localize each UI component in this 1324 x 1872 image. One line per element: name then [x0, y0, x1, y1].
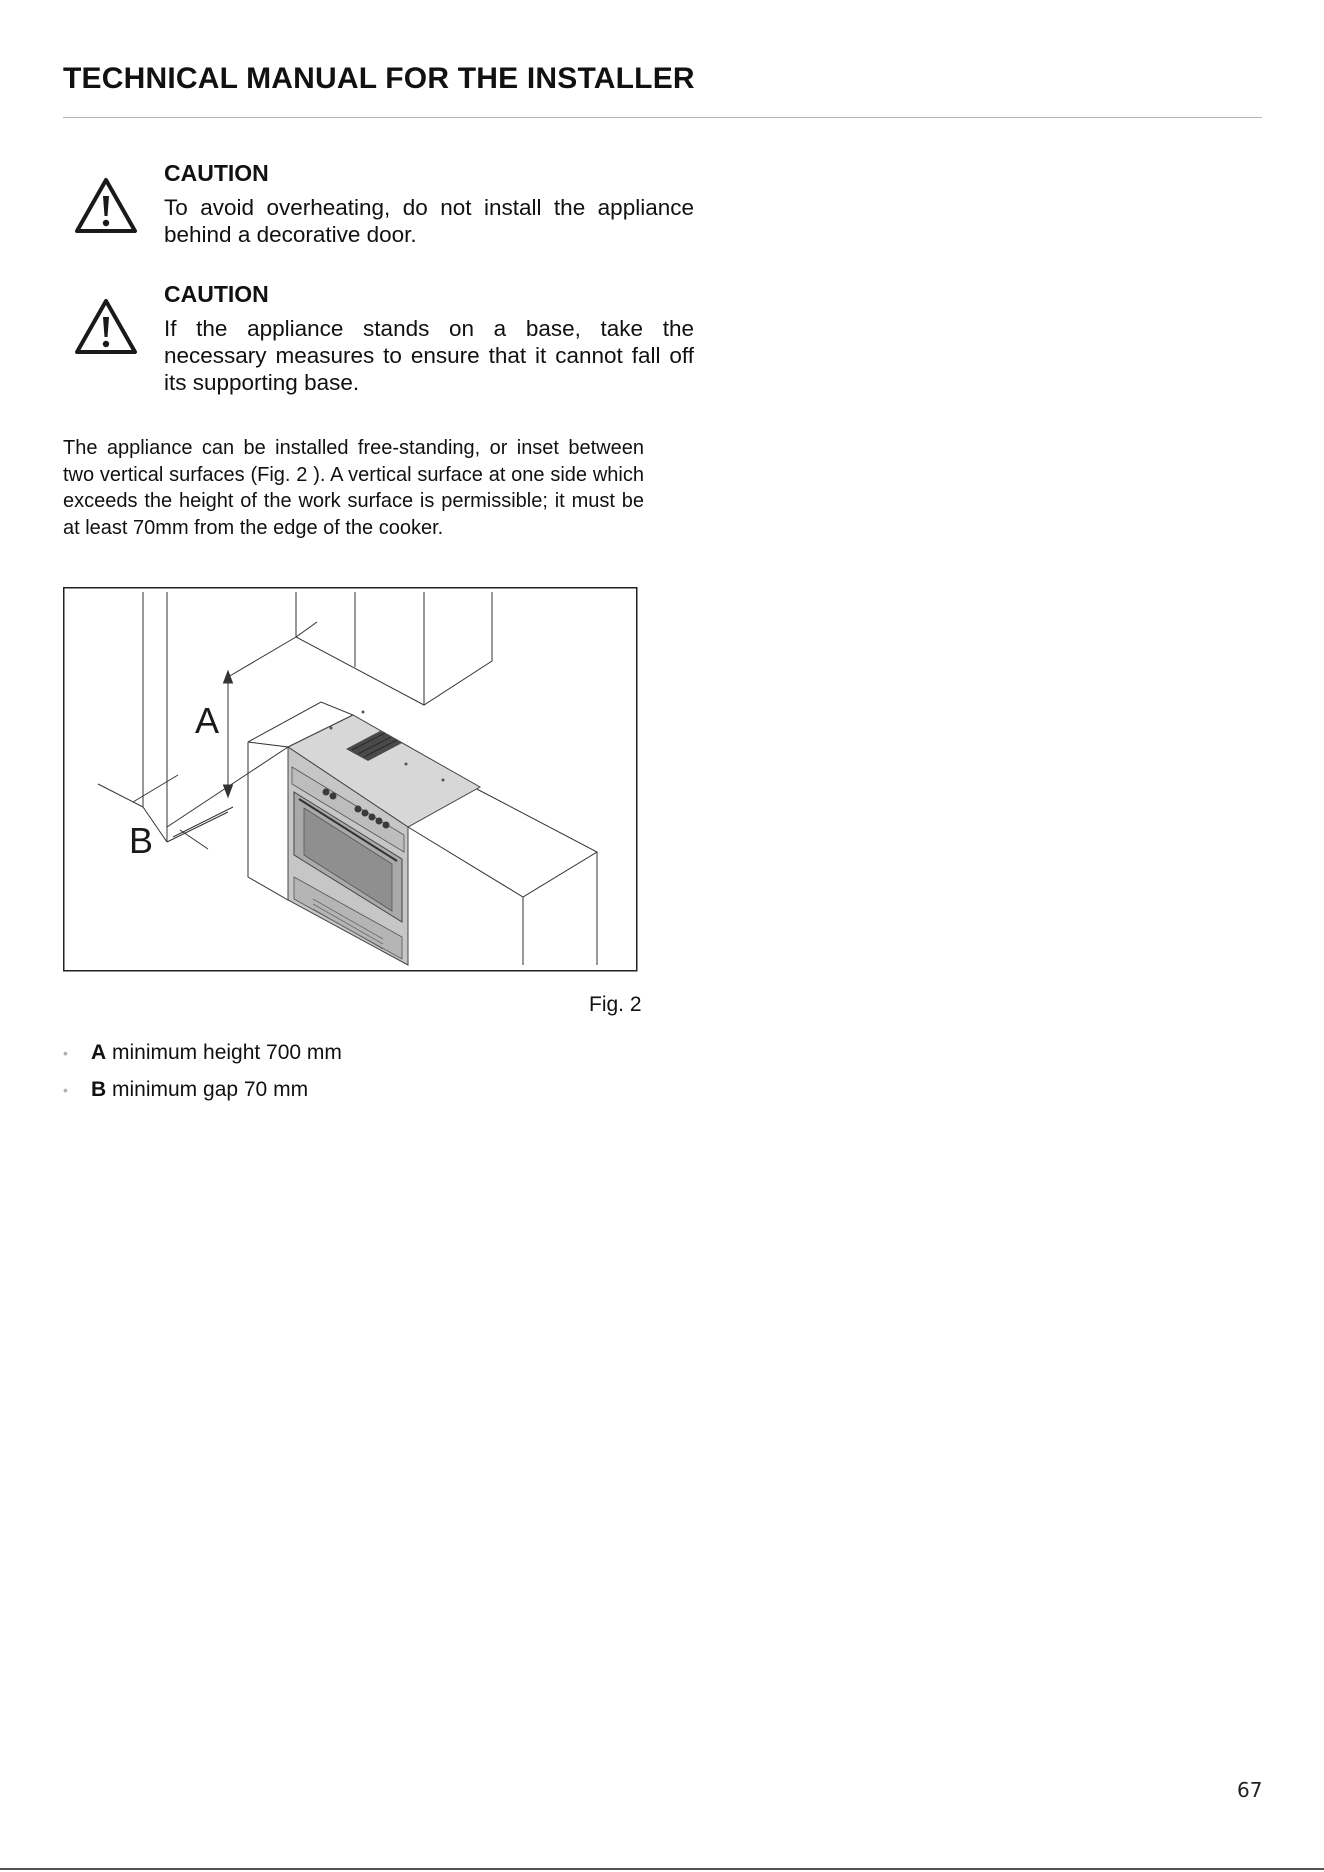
legend-key: A — [91, 1041, 107, 1064]
figure-label-a: A — [195, 700, 220, 741]
caution-title: CAUTION — [164, 281, 269, 307]
list-item — [63, 1040, 342, 1077]
caution-block — [63, 281, 694, 411]
page-number: 67 — [1237, 1778, 1263, 1802]
title-divider — [63, 117, 1262, 118]
legend-key: B — [91, 1078, 107, 1101]
installation-diagram — [63, 587, 638, 972]
bullet-icon: • — [63, 1082, 68, 1098]
legend-text: minimum gap 70 mm — [106, 1078, 309, 1101]
figure-label-b: B — [129, 820, 154, 861]
bullet-icon: • — [63, 1045, 68, 1061]
caution-title: CAUTION — [164, 160, 269, 186]
dimension-legend — [63, 1040, 342, 1114]
caution-text: If the appliance stands on a base, take the necessary measures to ensure that it cannot fall off its supporting base. — [164, 316, 694, 395]
intro-paragraph: The appliance can be installed free-standing, or inset between two vertical surfaces (Fig. 2 ). A vertical surface at one side which exceeds the height of the work surface is permissible; it must be at least 70mm from the edge of the cooker. — [63, 437, 644, 539]
figure-caption: Fig. 2 — [589, 993, 642, 1016]
page-title: TECHNICAL MANUAL FOR THE INSTALLER — [63, 62, 695, 95]
installation-figure — [63, 587, 638, 972]
caution-block — [63, 160, 694, 260]
warning-triangle-icon — [73, 297, 139, 357]
list-item — [63, 1077, 342, 1114]
bottom-divider — [0, 1868, 1324, 1870]
legend-text: minimum height 700 mm — [106, 1041, 342, 1064]
warning-triangle-icon — [73, 176, 139, 236]
caution-text: To avoid overheating, do not install the appliance behind a decorative door. — [164, 195, 694, 247]
